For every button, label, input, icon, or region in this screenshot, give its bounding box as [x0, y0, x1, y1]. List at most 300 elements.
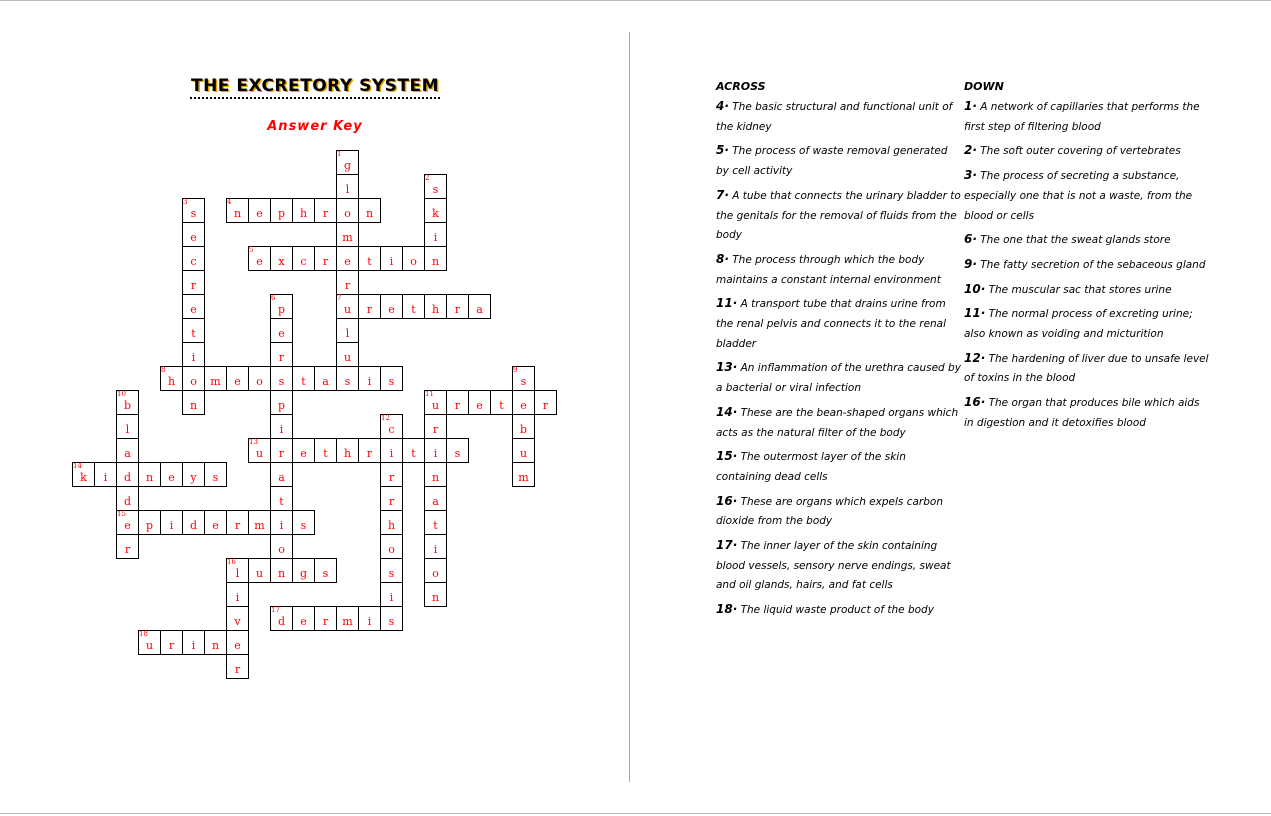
crossword-cell: [358, 606, 381, 631]
crossword-cell: [314, 558, 337, 583]
clue-number: 17: [271, 606, 280, 614]
crossword-cell: [116, 438, 139, 463]
crossword-cell: [402, 438, 425, 463]
cell-letter: e: [234, 375, 241, 388]
crossword-cell: [182, 630, 205, 655]
cell-letter: r: [322, 615, 329, 628]
clue-number: 12·: [964, 350, 986, 365]
crossword-cell: [226, 558, 249, 583]
crossword-cell: [182, 294, 205, 319]
crossword-cell: [358, 294, 381, 319]
crossword-cell: [226, 654, 249, 679]
crossword-cell: [336, 366, 359, 391]
crossword-cell: [424, 246, 447, 271]
cell-letter: r: [234, 663, 241, 676]
crossword-cell: [424, 438, 447, 463]
crossword-cell: [468, 390, 491, 415]
cell-letter: r: [168, 639, 175, 652]
crossword-cell: [138, 462, 161, 487]
cell-letter: s: [388, 567, 395, 580]
cell-letter: h: [167, 375, 176, 388]
clue-text: The outermost layer of the skin containing dead cells: [716, 451, 906, 483]
crossword-cell: [424, 294, 447, 319]
cell-letter: r: [454, 399, 461, 412]
crossword-cell: [292, 438, 315, 463]
cell-letter: r: [322, 255, 329, 268]
cell-letter: g: [343, 159, 352, 172]
crossword-cell: [248, 246, 271, 271]
across-clue: [716, 447, 961, 487]
crossword-cell: [424, 174, 447, 199]
crossword-cell: [468, 294, 491, 319]
crossword-cell: [380, 486, 403, 511]
crossword-cell: [204, 630, 227, 655]
crossword-cell: [116, 486, 139, 511]
crossword-cell: [380, 438, 403, 463]
crossword-cell: [424, 198, 447, 223]
clue-number: 11: [425, 390, 434, 398]
cell-letter: s: [300, 519, 307, 532]
crossword-cell: [116, 390, 139, 415]
across-clue: [716, 294, 961, 354]
crossword-cell: [336, 246, 359, 271]
cell-letter: t: [367, 255, 372, 268]
crossword-cell: [116, 414, 139, 439]
down-clues: [964, 80, 1209, 438]
crossword-cell: [204, 366, 227, 391]
cell-letter: y: [190, 471, 197, 484]
across-heading: ACROSS: [716, 80, 766, 93]
crossword-cell: [380, 294, 403, 319]
clue-number: 4·: [716, 99, 729, 113]
clue-text: The organ that produces bile which aids in digestion and it detoxifies blood: [964, 397, 1200, 429]
clue-text: An inflammation of the urethra caused by a bacterial or viral infection: [716, 362, 961, 395]
crossword-cell: [336, 150, 359, 175]
cell-letter: p: [277, 399, 286, 412]
cell-letter: n: [233, 207, 242, 220]
crossword-cell: [358, 366, 381, 391]
cell-letter: t: [323, 447, 328, 460]
crossword-cell: [182, 510, 205, 535]
crossword-cell: [72, 462, 95, 487]
crossword-cell: [314, 366, 337, 391]
cell-letter: d: [123, 495, 132, 508]
clue-number: 15: [117, 510, 126, 518]
across-clue: [716, 358, 961, 398]
crossword-cell: [380, 366, 403, 391]
cell-letter: e: [190, 303, 197, 316]
cell-letter: d: [189, 519, 198, 532]
cell-letter: o: [190, 375, 197, 388]
clue-number: 13: [249, 438, 258, 446]
cell-letter: u: [255, 567, 264, 580]
crossword-cell: [446, 294, 469, 319]
cell-letter: i: [389, 255, 394, 268]
clue-number: 10·: [964, 281, 986, 296]
crossword-cell: [402, 294, 425, 319]
across-clue: [716, 97, 961, 137]
crossword-cell: [336, 294, 359, 319]
cell-letter: r: [542, 399, 549, 412]
cell-letter: b: [519, 423, 528, 436]
cell-letter: s: [520, 375, 527, 388]
clue-text: The basic structural and functional unit of the kidney: [716, 101, 953, 133]
crossword-cell: [336, 174, 359, 199]
cell-letter: r: [366, 447, 373, 460]
crossword-cell: [182, 318, 205, 343]
across-clue: [716, 403, 961, 443]
clue-text: The soft outer covering of vertebrates: [980, 145, 1181, 158]
crossword-cell: [314, 606, 337, 631]
cell-letter: n: [431, 255, 440, 268]
clue-number: 14·: [716, 404, 738, 419]
cell-letter: l: [345, 183, 350, 196]
crossword-cell: [182, 198, 205, 223]
crossword-cell: [336, 606, 359, 631]
cell-letter: e: [300, 447, 307, 460]
crossword-cell: [226, 510, 249, 535]
clue-number: 13·: [716, 360, 738, 375]
cell-letter: s: [432, 183, 439, 196]
crossword-cell: [314, 438, 337, 463]
cell-letter: i: [433, 231, 438, 244]
cell-letter: k: [80, 471, 87, 484]
clue-text: These are organs which expels carbon dioxide from the body: [716, 495, 943, 528]
cell-letter: e: [344, 255, 351, 268]
across-clue: [716, 600, 961, 621]
crossword-cell: [160, 366, 183, 391]
cell-letter: r: [388, 471, 395, 484]
cell-letter: i: [433, 447, 438, 460]
across-clue: [716, 250, 961, 290]
cell-letter: c: [388, 423, 395, 436]
cell-letter: x: [278, 255, 285, 268]
crossword-cell: [424, 534, 447, 559]
crossword-cell: [160, 510, 183, 535]
cell-letter: e: [212, 519, 219, 532]
cell-letter: e: [278, 327, 285, 340]
crossword-cell: [358, 198, 381, 223]
cell-letter: e: [124, 519, 131, 532]
down-clue: [964, 255, 1209, 276]
cell-letter: i: [367, 375, 372, 388]
across-clue: [716, 186, 961, 246]
cell-letter: s: [454, 447, 461, 460]
cell-letter: o: [432, 567, 439, 580]
clue-number: 15·: [716, 449, 738, 464]
page-divider: [629, 32, 630, 782]
clue-text: The muscular sac that stores urine: [988, 283, 1172, 296]
down-clue: [964, 304, 1209, 344]
crossword-cell: [270, 246, 293, 271]
crossword-cell: [534, 390, 557, 415]
crossword-cell: [116, 534, 139, 559]
cell-letter: n: [277, 567, 286, 580]
crossword-cell: [270, 366, 293, 391]
crossword-cell: [182, 366, 205, 391]
clue-number: 3·: [964, 168, 977, 183]
crossword-cell: [424, 486, 447, 511]
cell-letter: h: [387, 519, 396, 532]
cell-letter: h: [299, 207, 308, 220]
cell-letter: t: [411, 447, 416, 460]
crossword-cell: [424, 390, 447, 415]
cell-letter: n: [211, 639, 220, 652]
crossword-cell: [182, 462, 205, 487]
cell-letter: e: [520, 399, 527, 412]
cell-letter: r: [278, 351, 285, 364]
clue-text: A network of capillaries that performs the first step of filtering blood: [964, 101, 1200, 133]
crossword-cell: [490, 390, 513, 415]
cell-letter: t: [499, 399, 504, 412]
crossword-cell: [380, 414, 403, 439]
crossword-cell: [138, 510, 161, 535]
across-clue: [716, 141, 961, 181]
crossword-cell: [292, 366, 315, 391]
crossword-cell: [116, 510, 139, 535]
clue-number: 5·: [716, 143, 729, 158]
crossword-cell: [380, 558, 403, 583]
cell-letter: c: [300, 255, 307, 268]
cell-letter: i: [389, 591, 394, 604]
crossword-cell: [270, 318, 293, 343]
cell-letter: s: [278, 375, 285, 388]
down-clue: [964, 349, 1209, 389]
cell-letter: u: [519, 447, 528, 460]
crossword-cell: [160, 630, 183, 655]
cell-letter: t: [301, 375, 306, 388]
clue-number: 1: [337, 150, 342, 158]
cell-letter: e: [476, 399, 483, 412]
crossword-cell: [226, 582, 249, 607]
cell-letter: r: [432, 423, 439, 436]
cell-letter: e: [234, 639, 241, 652]
crossword-cell: [182, 246, 205, 271]
cell-letter: e: [388, 303, 395, 316]
crossword-cell: [248, 366, 271, 391]
crossword-cell: [512, 462, 535, 487]
clue-number: 3: [183, 198, 188, 206]
clue-number: 18·: [716, 602, 738, 617]
cell-letter: r: [234, 519, 241, 532]
crossword-cell: [94, 462, 117, 487]
cell-letter: r: [278, 447, 285, 460]
cell-letter: r: [388, 495, 395, 508]
cell-letter: l: [345, 327, 350, 340]
cell-letter: s: [322, 567, 329, 580]
crossword-cell: [270, 558, 293, 583]
cell-letter: r: [190, 279, 197, 292]
crossword-cell: [270, 294, 293, 319]
page-title: THE EXCRETORY SYSTEM: [190, 76, 440, 99]
down-heading: DOWN: [964, 80, 1004, 93]
cell-letter: i: [279, 423, 284, 436]
crossword-cell: [380, 606, 403, 631]
cell-letter: s: [190, 207, 197, 220]
crossword-cell: [138, 630, 161, 655]
cell-letter: e: [256, 255, 263, 268]
cell-letter: i: [235, 591, 240, 604]
clue-number: 12: [381, 414, 390, 422]
cell-letter: m: [518, 471, 529, 484]
crossword-cell: [270, 414, 293, 439]
cell-letter: l: [125, 423, 130, 436]
crossword-cell: [336, 318, 359, 343]
clue-number: 14: [73, 462, 82, 470]
cell-letter: e: [168, 471, 175, 484]
crossword-cell: [292, 510, 315, 535]
cell-letter: e: [190, 231, 197, 244]
crossword-cell: [270, 342, 293, 367]
cell-letter: p: [277, 207, 286, 220]
cell-letter: t: [279, 495, 284, 508]
clue-text: These are the bean-shaped organs which acts as the natural filter of the body: [716, 406, 959, 439]
cell-letter: p: [277, 303, 286, 316]
clue-text: A tube that connects the urinary bladder to the genitals for the removal of fluids from the body: [716, 189, 961, 242]
cell-letter: h: [343, 447, 352, 460]
clue-number: 2: [425, 174, 430, 182]
cell-letter: t: [433, 519, 438, 532]
clue-number: 5: [249, 246, 254, 254]
cell-letter: a: [476, 303, 483, 316]
cell-letter: i: [433, 543, 438, 556]
down-clue: [964, 280, 1209, 301]
crossword-cell: [424, 582, 447, 607]
clue-number: 9·: [964, 256, 977, 271]
crossword-cell: [336, 222, 359, 247]
cell-letter: r: [322, 207, 329, 220]
down-clue: [964, 97, 1209, 137]
cell-letter: t: [191, 327, 196, 340]
clue-text: The one that the sweat glands store: [980, 234, 1171, 247]
cell-letter: m: [342, 615, 353, 628]
cell-letter: e: [300, 615, 307, 628]
cell-letter: d: [277, 615, 286, 628]
crossword-cell: [270, 198, 293, 223]
crossword-cell: [248, 510, 271, 535]
clue-number: 10: [117, 390, 126, 398]
cell-letter: n: [145, 471, 154, 484]
cell-letter: u: [431, 399, 440, 412]
crossword-cell: [512, 366, 535, 391]
cell-letter: i: [191, 351, 196, 364]
crossword-cell: [270, 486, 293, 511]
clue-text: The process of waste removal generated by cell activity: [716, 145, 948, 178]
crossword-cell: [226, 366, 249, 391]
cell-letter: h: [431, 303, 440, 316]
page-top-border: [0, 0, 1271, 1]
crossword-cell: [292, 198, 315, 223]
clue-number: 2·: [964, 143, 977, 158]
cell-letter: a: [124, 447, 131, 460]
clue-number: 16·: [716, 493, 738, 508]
crossword-cell: [336, 342, 359, 367]
cell-letter: k: [432, 207, 439, 220]
crossword-cell: [292, 606, 315, 631]
crossword-cell: [402, 246, 425, 271]
crossword-cell: [380, 462, 403, 487]
crossword-cell: [116, 462, 139, 487]
crossword-cell: [204, 510, 227, 535]
crossword-cell: [424, 462, 447, 487]
cell-letter: v: [234, 615, 241, 628]
clue-number: 7·: [716, 187, 729, 202]
cell-letter: i: [367, 615, 372, 628]
clue-number: 6·: [964, 232, 977, 247]
crossword-cell: [226, 630, 249, 655]
cell-letter: g: [299, 567, 308, 580]
clue-text: The normal process of excreting urine; also known as voiding and micturition: [964, 308, 1193, 341]
cell-letter: a: [278, 471, 285, 484]
crossword-cell: [226, 606, 249, 631]
cell-letter: r: [124, 543, 131, 556]
crossword-cell: [270, 462, 293, 487]
cell-letter: o: [388, 543, 395, 556]
cell-letter: s: [388, 615, 395, 628]
crossword-cell: [182, 342, 205, 367]
cell-letter: u: [255, 447, 264, 460]
cell-letter: p: [145, 519, 154, 532]
crossword-cell: [314, 198, 337, 223]
answer-key-label: Answer Key: [267, 119, 363, 134]
cell-letter: m: [342, 231, 353, 244]
down-clue: [964, 166, 1209, 226]
across-clue: [716, 492, 961, 532]
cell-letter: s: [388, 375, 395, 388]
clue-number: 18: [139, 630, 148, 638]
crossword-cell: [380, 534, 403, 559]
cell-letter: n: [431, 471, 440, 484]
cell-letter: o: [344, 207, 351, 220]
cell-letter: r: [454, 303, 461, 316]
clue-number: 7: [337, 294, 342, 302]
clue-text: A transport tube that drains urine from the renal pelvis and connects it to the renal bladder: [716, 298, 947, 350]
crossword-cell: [248, 438, 271, 463]
cell-letter: r: [344, 279, 351, 292]
crossword-cell: [270, 438, 293, 463]
crossword-cell: [380, 510, 403, 535]
crossword-cell: [204, 462, 227, 487]
cell-letter: n: [431, 591, 440, 604]
crossword-cell: [512, 438, 535, 463]
cell-letter: c: [190, 255, 197, 268]
clue-text: The inner layer of the skin containing blood vessels, sensory nerve endings, sweat and oil glands, hairs, and fat cells: [716, 540, 951, 592]
crossword-cell: [424, 510, 447, 535]
crossword-cell: [512, 414, 535, 439]
crossword-cell: [226, 198, 249, 223]
crossword-cell: [248, 558, 271, 583]
across-clues: [716, 80, 961, 625]
crossword-cell: [270, 606, 293, 631]
crossword-cell: [270, 510, 293, 535]
clue-number: 11·: [964, 306, 986, 321]
crossword-cell: [424, 558, 447, 583]
cell-letter: n: [189, 399, 198, 412]
down-clue: [964, 230, 1209, 251]
clue-text: The fatty secretion of the sebaceous gland: [980, 258, 1206, 271]
crossword-cell: [270, 390, 293, 415]
cell-letter: o: [410, 255, 417, 268]
crossword-cell: [424, 222, 447, 247]
across-clue: [716, 536, 961, 596]
crossword-cell: [358, 246, 381, 271]
cell-letter: l: [235, 567, 240, 580]
crossword-cell: [446, 390, 469, 415]
down-clue: [964, 393, 1209, 433]
clue-number: 16: [227, 558, 236, 566]
cell-letter: i: [389, 447, 394, 460]
cell-letter: i: [169, 519, 174, 532]
